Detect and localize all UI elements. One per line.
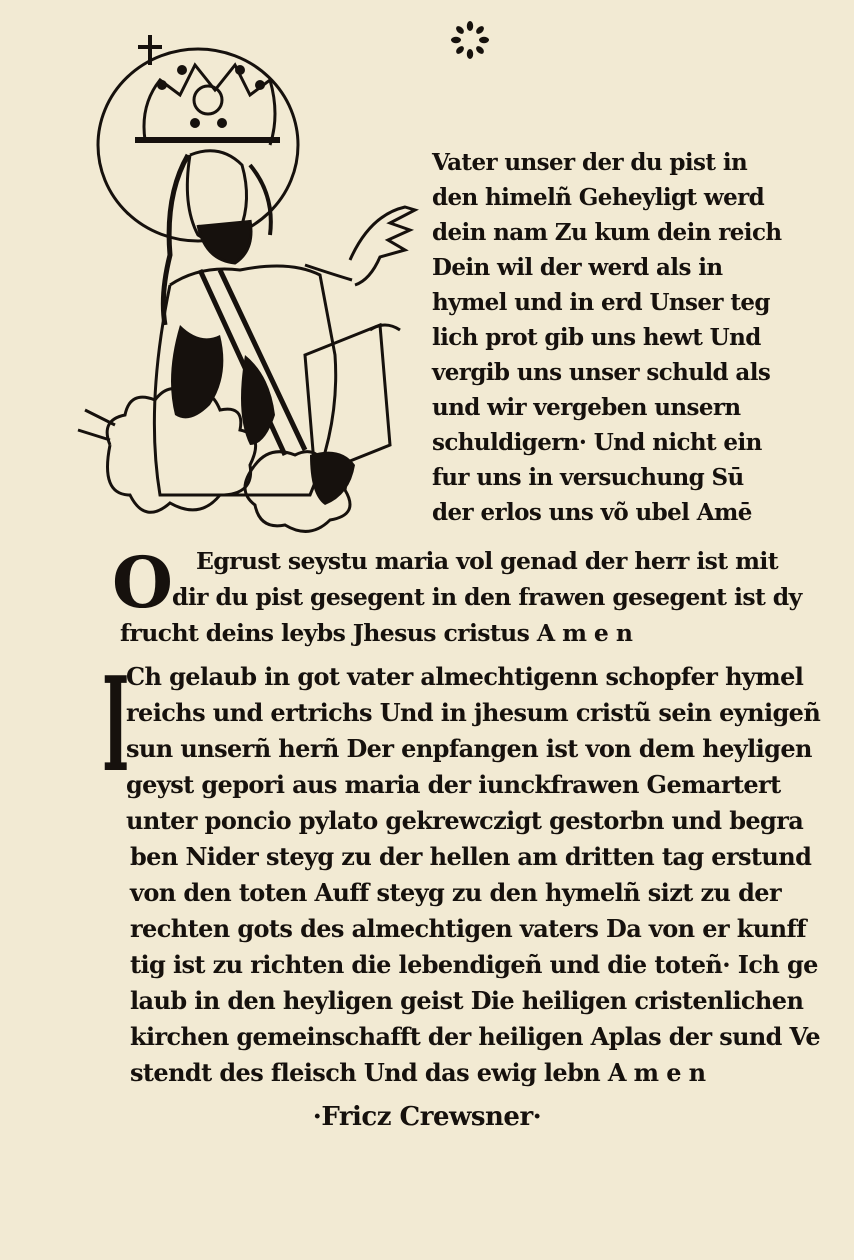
text-line: unter poncio pylato gekrewczigt gestorbn und begra: [126, 806, 804, 835]
text-line: reichs und ertrichs Und in jhesum cristũ sein eynigeñ: [126, 698, 821, 727]
text-line: Ch gelaub in got vater almechtigenn schopfer hymel: [126, 662, 804, 691]
initial-letter-o: O: [112, 541, 173, 624]
christ-woodcut-illustration: [70, 25, 430, 545]
text-line: ben Nider steyg zu der hellen am dritten tag erstund: [130, 842, 812, 871]
text-line: schuldigern· Und nicht ein: [432, 429, 762, 456]
text-line: dir du pist gesegent in den frawen gesegent ist dy: [172, 583, 802, 611]
text-line: von den toten Auff steyg zu den hymelñ sizt zu der: [130, 878, 781, 907]
text-line: Egrust seystu maria vol genad der herr ist mit: [196, 547, 778, 575]
text-line: und wir vergeben unsern: [432, 394, 741, 421]
text-line: tig ist zu richten die lebendigeñ und die toteñ· Ich ge: [130, 950, 818, 979]
text-line: fur uns in versuchung Sū: [432, 464, 744, 491]
text-line: geyst gepori aus maria der iunckfrawen Gemartert: [126, 770, 781, 799]
text-line: stendt des fleisch Und das ewig lebn A m e n: [130, 1058, 706, 1087]
text-line: hymel und in erd Unser teg: [432, 289, 770, 316]
text-line: frucht deins leybs Jhesus cristus A m e n: [120, 619, 633, 647]
text-line: Dein wil der werd als in: [432, 254, 723, 281]
text-line: sun unserñ herñ Der enpfangen ist von dem heyligen: [126, 734, 812, 763]
text-line: den himelñ Geheyligt werd: [432, 184, 765, 211]
text-line: dein nam Zu kum dein reich: [432, 219, 782, 246]
text-line: vergib uns unser schuld als: [432, 359, 771, 386]
text-line: lich prot gib uns hewt Und: [432, 324, 761, 351]
text-line: rechten gots des almechtigen vaters Da von er kunff: [130, 914, 806, 943]
text-line: Vater unser der du pist in: [432, 149, 748, 176]
printer-colophon: ·Fricz Crewsner·: [312, 1102, 542, 1132]
text-line: der erlos uns võ ubel Amē: [432, 499, 752, 526]
initial-letter-i: I: [102, 648, 130, 801]
text-line: kirchen gemeinschafft der heiligen Aplas der sund Ve: [130, 1022, 820, 1051]
rosette-ornament-icon: [448, 18, 492, 62]
text-line: laub in den heyligen geist Die heiligen cristenlichen: [130, 986, 804, 1015]
